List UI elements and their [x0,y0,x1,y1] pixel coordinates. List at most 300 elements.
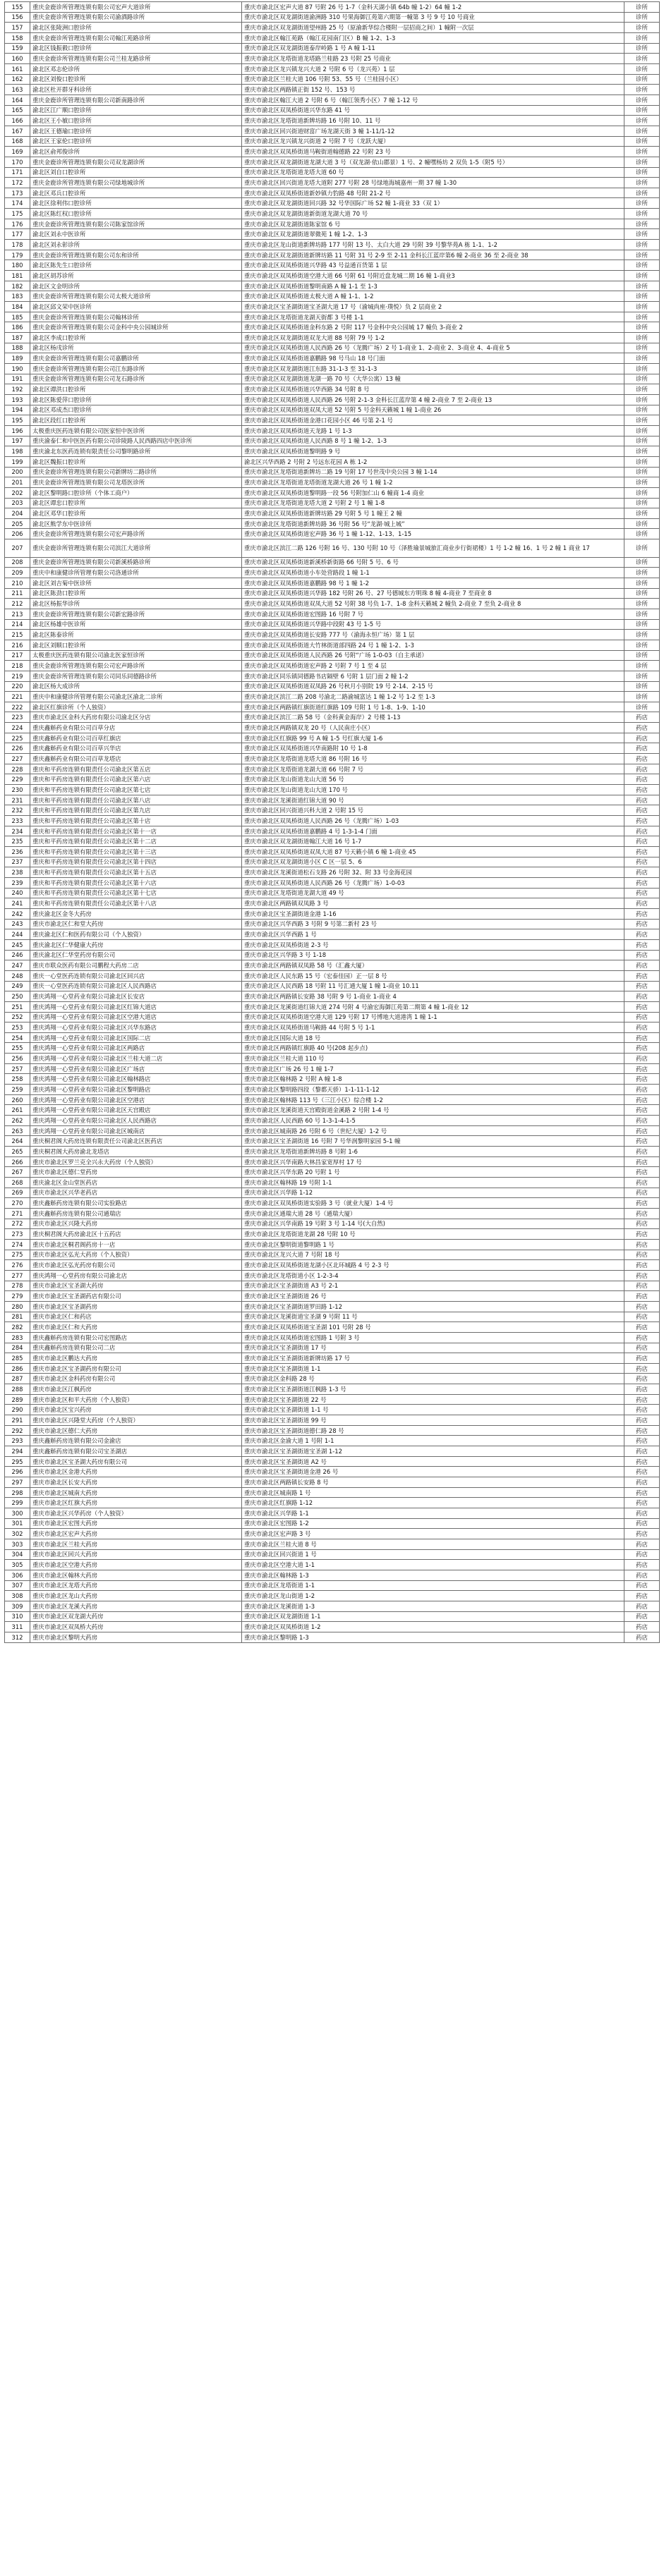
row-number-cell: 275 [5,1250,30,1260]
address-cell: 重庆市渝北区双凤桥街道宏声路 36 号 1 幢 1-12、1-13、1-15 [242,529,624,539]
table-row [5,1415,660,1426]
name-cell: 重庆桐君阁大药房渝北龙塔店 [30,1147,242,1157]
type-cell: 药店 [624,991,660,1002]
address-cell: 重庆市渝北区城南路 26 号附 6 号（世纪大厦）1-2 号 [242,1125,624,1136]
address-cell: 重庆市渝北区双凤桥街道嘉鹏路 98 号马山 18 号门面 [242,353,624,364]
type-cell: 药店 [624,1136,660,1147]
row-number-cell: 198 [5,446,30,457]
type-cell: 药店 [624,1467,660,1477]
address-cell: 重庆市渝北区龙塔街道龙湖天街都 3 号楼 1-1 [242,312,624,322]
address-cell: 重庆市渝北区龙山街道新牌坊路 177 号附 13 号、太白大道 29 号附 39 号黎华苑A 栋 1-1、1-2 [242,240,624,250]
address-cell: 重庆市渝北区龙溪街道天宫殿街道金溪路 2 号附 1-4 号 [242,1105,624,1116]
type-cell: 诊所 [624,650,660,661]
table-row [5,394,660,405]
row-number-cell: 270 [5,1198,30,1209]
table-row [5,1560,660,1570]
address-cell: 重庆市渝北区龙塔街道龙湖大道 66 号附 7 号 [242,764,624,774]
type-cell: 药店 [624,867,660,878]
name-cell: 重庆市渝北区德仁堂药房 [30,1167,242,1178]
address-cell: 重庆市渝北区龙塔街道新牌坊二路 19 号附 17 号世茂中央公园 3 幢 1-14 [242,467,624,477]
type-cell: 诊所 [624,578,660,588]
address-cell: 重庆市渝北区龙塔街道新牌坊路 8 号附 1-6 [242,1147,624,1157]
row-number-cell: 303 [5,1539,30,1549]
row-number-cell: 281 [5,1312,30,1322]
type-cell: 药店 [624,877,660,888]
address-cell: 重庆市渝北区宝圣湖街道 16 号附 7 号华润黎明家园 5-1 幢 [242,1136,624,1147]
type-cell: 药店 [624,1054,660,1064]
address-cell: 重庆市渝北区双龙湖街道双龙大道 88 号附 79 号 1-2 [242,333,624,343]
table-row [5,405,660,415]
type-cell: 诊所 [624,456,660,467]
name-cell: 重庆市渝北区金港大药房 [30,1467,242,1477]
type-cell: 药店 [624,1363,660,1374]
address-cell: 重庆市渝北区宝圣湖街道 17 号 [242,1343,624,1353]
table-row [5,723,660,733]
type-cell: 药店 [624,1312,660,1322]
row-number-cell: 251 [5,1001,30,1012]
address-cell: 重庆市渝北区双凤桥街道人民西路 8 号 1 幢 1-2、1-3 [242,436,624,446]
name-cell: 重庆和平药房连锁有限责任公司渝北区第十六店 [30,877,242,888]
name-cell: 重庆市渝北区宝圣湖大药房 [30,1281,242,1291]
table-row [5,415,660,426]
address-cell: 重庆市渝北区双凤桥街道兴华南路附 10 号 1-8 [242,743,624,754]
row-number-cell: 209 [5,568,30,578]
type-cell: 诊所 [624,12,660,23]
type-cell: 诊所 [624,568,660,578]
name-cell: 渝北区段红口腔诊所 [30,415,242,426]
address-cell: 重庆市渝北区宝圣湖街道江枫路 1-3 号 [242,1384,624,1395]
type-cell: 诊所 [624,219,660,229]
address-cell: 重庆市渝北区翰林路 113 号（三江小区）综合楼 1-2 [242,1094,624,1105]
row-number-cell: 311 [5,1622,30,1632]
type-cell: 诊所 [624,250,660,260]
type-cell: 药店 [624,1394,660,1405]
type-cell: 诊所 [624,167,660,178]
type-cell: 药店 [624,1260,660,1271]
type-cell: 药店 [624,929,660,940]
type-cell: 诊所 [624,619,660,630]
table-row [5,467,660,477]
table-row [5,1436,660,1446]
row-number-cell: 156 [5,12,30,23]
name-cell: 重庆金鹿诊所管理连锁有限公司新南路诊所 [30,94,242,105]
table-row [5,498,660,508]
type-cell: 药店 [624,1301,660,1312]
address-cell: 渝北区兴华西路 2 号附 2 号远东花园 A 栋 1-2 [242,456,624,467]
name-cell: 渝北区邱文荣中医诊所 [30,302,242,312]
name-cell: 重庆和平药房连锁有限责任公司渝北区第十一店 [30,826,242,836]
name-cell: 渝北区李成口腔诊所 [30,333,242,343]
row-number-cell: 212 [5,599,30,609]
name-cell: 渝北区徐利伟口腔诊所 [30,198,242,209]
type-cell: 药店 [624,1156,660,1167]
table-row [5,74,660,85]
table-row [5,743,660,754]
name-cell: 重庆鸿翔一心堂药业有限公司渝北区空港店 [30,1094,242,1105]
row-number-cell: 225 [5,733,30,743]
address-cell: 重庆市渝北区龙溪街道宝圣湖 9 号附 11 号 [242,1312,624,1322]
table-row [5,805,660,816]
table-row [5,322,660,333]
address-cell: 重庆市渝北区两路镇红旗街道红旗路 109 号附 1 号 1-8、1-9、1-10 [242,702,624,712]
type-cell: 药店 [624,847,660,857]
address-cell: 重庆市渝北区双凤桥街道兴华路 182 号附 26 号、27 号德城东方明珠 8 幢 4-商业 7 至商业 8 [242,588,624,599]
table-row [5,1301,660,1312]
row-number-cell: 191 [5,374,30,384]
table-row [5,1105,660,1116]
row-number-cell: 199 [5,456,30,467]
row-number-cell: 271 [5,1208,30,1219]
address-cell: 重庆市渝北区黎明路四段（黎都天骄）1-1-11-1-12 [242,1085,624,1095]
type-cell: 诊所 [624,23,660,33]
row-number-cell: 192 [5,384,30,395]
row-number-cell: 217 [5,650,30,661]
type-cell: 诊所 [624,374,660,384]
address-cell: 重庆市渝北区龙塔街道新牌坊路 16 号附 10、11 号 [242,116,624,126]
name-cell: 重庆市渝北区兴隆大药房 [30,1219,242,1229]
name-cell: 重庆和平药房连锁有限责任公司渝北区第五店 [30,764,242,774]
row-number-cell: 168 [5,136,30,147]
row-number-cell: 297 [5,1477,30,1488]
row-number-cell: 220 [5,681,30,692]
row-number-cell: 237 [5,857,30,867]
name-cell: 渝北区陈爱萍口腔诊所 [30,394,242,405]
table-row [5,950,660,960]
address-cell: 重庆市渝北区宏声大道 87 号附 26 号 1-7（金科天湖小镇 64b 幢 1-2）64 幢 1-2 [242,2,624,13]
address-cell: 重庆市渝北区两路镇双凤路 58 号（汇鑫大厦） [242,960,624,971]
row-number-cell: 240 [5,888,30,898]
type-cell: 药店 [624,1415,660,1426]
row-number-cell: 187 [5,333,30,343]
address-cell: 重庆市渝北区双凤桥街道天龙路 1 号 1-3 [242,425,624,436]
table-row [5,630,660,640]
type-cell: 诊所 [624,333,660,343]
address-cell: 重庆市渝北区兴华东路 20 号附 1 号 [242,1167,624,1178]
row-number-cell: 278 [5,1281,30,1291]
address-cell: 重庆市渝北区双凤桥街道黎明路一段 56 号附加仁山 6 幢商 1-4 商业 [242,487,624,498]
address-cell: 重庆市渝北区双凤桥街道人民西路 26 号附 2-1-3 金科长江蓝岸第 4 幢 2-商业 7 至 2-商业 13 [242,394,624,405]
row-number-cell: 160 [5,54,30,64]
table-row [5,291,660,302]
address-cell: 重庆市渝北区宝圣湖街道宝圣湖 1-12 [242,1446,624,1457]
row-number-cell: 255 [5,1043,30,1054]
address-cell: 重庆市渝北区兰桂大道 8 号 [242,1539,624,1549]
address-cell: 重庆市渝北区兴华路 1-1 [242,1508,624,1519]
table-row [5,1332,660,1343]
table-row [5,63,660,74]
address-cell: 重庆市渝北区龙塔街道龙塔大道 86 号附 16 号 [242,754,624,764]
table-row [5,539,660,558]
name-cell: 重庆鸿翔一心堂药业有限公司渝北区红锦大道店 [30,1001,242,1012]
address-cell: 重庆市渝北区双凤桥街道长安路 777 号（渝海永恒广场）第 1 层 [242,630,624,640]
address-cell: 重庆市渝北区双凤桥街道 1-2 [242,1622,624,1632]
row-number-cell: 215 [5,630,30,640]
type-cell: 药店 [624,1147,660,1157]
type-cell: 药店 [624,795,660,805]
type-cell: 药店 [624,1508,660,1519]
row-number-cell: 162 [5,74,30,85]
address-cell: 重庆市渝北区双凤桥街道双凤路 26 号秋月小别院 19 号 2-14、2-15 号 [242,681,624,692]
name-cell: 渝北区熊学东中医诊所 [30,518,242,529]
table-row [5,94,660,105]
address-cell: 重庆市渝北区黎明路 1-3 [242,1632,624,1642]
name-cell: 重庆一心堂医药连锁有限公司渝北区人民西路店 [30,981,242,991]
name-cell: 重庆渝泰仁和中医医药有限公司诊陵路人民西路四店中医诊所 [30,436,242,446]
table-row [5,188,660,198]
row-number-cell: 304 [5,1549,30,1560]
address-cell: 重庆市渝北区双凤桥街道金港口花园小区 46 号第 2-1 号 [242,415,624,426]
address-cell: 重庆市渝北区双凤桥街道嘉鹏路 98 号 1 幢 1-2 [242,578,624,588]
row-number-cell: 266 [5,1156,30,1167]
name-cell: 重庆渝北区金冬大药房 [30,908,242,919]
row-number-cell: 182 [5,281,30,291]
row-number-cell: 244 [5,929,30,940]
name-cell: 重庆金鹿诊所管理连锁有限公司兰桂龙路诊所 [30,54,242,64]
name-cell: 重庆和平药房连锁有限责任公司渝北区第十店 [30,816,242,826]
name-cell: 重庆市渝北区龙山大药房 [30,1591,242,1601]
row-number-cell: 216 [5,640,30,650]
address-cell: 重庆市渝北区兴华西路 3 号附 9 号第二新村 23 号 [242,919,624,929]
address-cell: 重庆市渝北区双龙湖街道龙湖一路 70 号（大华公寓）13 幢 [242,374,624,384]
row-number-cell: 239 [5,877,30,888]
row-number-cell: 299 [5,1498,30,1508]
row-number-cell: 206 [5,529,30,539]
address-cell: 重庆市渝北区双凤桥街道实验路 3 号（就业大厦）1-4 号 [242,1198,624,1209]
name-cell: 重庆中和康健诊所管理有限公司洛通诊所 [30,568,242,578]
address-cell: 重庆市渝北区宝圣湖街道 A3 号 2-1 [242,1281,624,1291]
address-cell: 重庆市渝北区龙塔街道龙塔街道龙湖大道 26 号 1 幢 1-2 [242,477,624,488]
name-cell: 重庆一心堂医药连锁有限公司渝北区回兴店 [30,970,242,981]
address-cell: 重庆市渝北区双龙湖街道泰岸岭路 1 号 A 幢 1-11 [242,43,624,54]
row-number-cell: 307 [5,1580,30,1591]
address-cell: 重庆市渝北区金渝大道 1 号附 1-1 [242,1436,624,1446]
row-number-cell: 268 [5,1178,30,1188]
address-cell: 重庆市渝北区双凤桥街道 2-3 号 [242,939,624,950]
row-number-cell: 201 [5,477,30,488]
table-row [5,312,660,322]
address-cell: 重庆市渝北区宝圣湖街道宝圣湖大道 17 号（渝城尚座·璞悦）负 2 层商业 2 [242,302,624,312]
row-number-cell: 166 [5,116,30,126]
name-cell: 重庆市渝北区长安大药房 [30,1477,242,1488]
name-cell: 重庆市渝北区宝兴药房 [30,1405,242,1415]
type-cell: 药店 [624,1549,660,1560]
name-cell: 重庆市渝北区兴华老药店 [30,1188,242,1198]
row-number-cell: 293 [5,1436,30,1446]
row-number-cell: 183 [5,291,30,302]
address-cell: 重庆市渝北区双凤桥街道兴华东路 41 号 [242,105,624,116]
type-cell: 药店 [624,1487,660,1498]
listing-table-body [5,2,660,1643]
row-number-cell: 273 [5,1229,30,1240]
row-number-cell: 236 [5,847,30,857]
name-cell: 重庆市渝北区江枫药房 [30,1384,242,1395]
name-cell: 重庆市渝北区宝圣湖药房有限公司 [30,1363,242,1374]
type-cell: 药店 [624,1085,660,1095]
type-cell: 诊所 [624,557,660,568]
type-cell: 药店 [624,1281,660,1291]
name-cell: 重庆金鹿诊所管理连锁有限公司东和诊所 [30,250,242,260]
row-number-cell: 174 [5,198,30,209]
row-number-cell: 169 [5,147,30,157]
name-cell: 重庆金鹿诊所管理连锁有限公司新宏路诊所 [30,609,242,619]
name-cell: 渝北区黎明路口腔诊所（个体工商户） [30,487,242,498]
address-cell: 重庆市渝北区龙塔街道龙湖 28 号附 10 号 [242,1229,624,1240]
address-cell: 重庆市渝北区金科路 28 号 [242,1374,624,1384]
address-cell: 重庆市渝北区双凤桥街道宏声路 2 号附 7 号 1 至 4 层 [242,661,624,671]
table-row [5,1425,660,1436]
row-number-cell: 180 [5,260,30,271]
row-number-cell: 161 [5,63,30,74]
name-cell: 重庆市渝北区兴华药房（个人独资） [30,1508,242,1519]
table-row [5,1239,660,1250]
table-row [5,1477,660,1488]
table-row [5,609,660,619]
address-cell: 重庆市渝北区宝圣湖街道 26 号 [242,1291,624,1302]
row-number-cell: 233 [5,816,30,826]
type-cell: 药店 [624,1208,660,1219]
row-number-cell: 263 [5,1125,30,1136]
table-row [5,384,660,395]
address-cell: 重庆市渝北区通瑞大道 28 号（通瑞大厦） [242,1208,624,1219]
address-cell: 重庆市渝北区双凤桥街道太极大道 A 幢 1-1、1-2 [242,291,624,302]
table-row [5,1032,660,1043]
row-number-cell: 301 [5,1518,30,1529]
address-cell: 重庆市渝北区宝圣湖街道 99 号 [242,1415,624,1426]
type-cell: 药店 [624,1405,660,1415]
name-cell: 重庆鸿翔一心堂药房有限公司渝北店 [30,1270,242,1281]
row-number-cell: 213 [5,609,30,619]
type-cell: 药店 [624,857,660,867]
address-cell: 重庆市渝北区翰林路 1-3 [242,1570,624,1580]
table-row [5,178,660,188]
type-cell: 诊所 [624,63,660,74]
row-number-cell: 229 [5,774,30,785]
type-cell: 诊所 [624,353,660,364]
row-number-cell: 288 [5,1384,30,1395]
type-cell: 诊所 [624,529,660,539]
row-number-cell: 276 [5,1260,30,1271]
address-cell: 重庆市渝北区双凤桥街道人民西路 26 号（龙腾广场）1-03 [242,816,624,826]
table-row [5,661,660,671]
row-number-cell: 177 [5,229,30,240]
name-cell: 重庆金鹿诊所管理连锁有限公司绿地城诊所 [30,178,242,188]
row-number-cell: 235 [5,836,30,847]
name-cell: 渝北区杨雄中医诊所 [30,619,242,630]
name-cell: 渝北区邓成杰口腔诊所 [30,405,242,415]
type-cell: 药店 [624,805,660,816]
row-number-cell: 179 [5,250,30,260]
table-row [5,1580,660,1591]
name-cell: 重庆市渝北区双凤桥大药房 [30,1622,242,1632]
row-number-cell: 173 [5,188,30,198]
name-cell: 重庆市渝北区德仁大药房 [30,1425,242,1436]
address-cell: 重庆市渝北区双凤桥街道大竹林街道部四路 24 号 1 幢 1-2、1-3 [242,640,624,650]
address-cell: 重庆市渝北区翰江苑路（翰江花园南门区）B 幢 1-2、1-3 [242,32,624,43]
type-cell: 诊所 [624,43,660,54]
row-number-cell: 185 [5,312,30,322]
address-cell: 重庆市渝北区双凤桥街道新妙镇力豹路 48 号附 21-2 号 [242,188,624,198]
table-row [5,929,660,940]
type-cell: 药店 [624,1498,660,1508]
table-row [5,857,660,867]
row-number-cell: 254 [5,1032,30,1043]
row-number-cell: 170 [5,157,30,167]
address-cell: 重庆市渝北区宝圣湖街道 1-1 号 [242,1405,624,1415]
address-cell: 重庆市渝北区龙溪街道红锦大道 274 号附 4 号渝宏海御江苑第二期第 4 幢 1-商业 12 [242,1001,624,1012]
address-cell: 重庆市渝北区龙溪街道 1-3 [242,1601,624,1611]
type-cell: 药店 [624,1270,660,1281]
row-number-cell: 164 [5,94,30,105]
address-cell: 重庆市渝北区两路镇双凤路 3 号 [242,898,624,909]
address-cell: 重庆市渝北区龙塔街道 1-1 [242,1580,624,1591]
table-row [5,981,660,991]
type-cell: 诊所 [624,116,660,126]
row-number-cell: 242 [5,908,30,919]
row-number-cell: 243 [5,919,30,929]
name-cell: 重庆桐君阁大药房连锁有限责任公司渝北区医药店 [30,1136,242,1147]
name-cell: 渝北区杜开群牙科诊所 [30,85,242,95]
type-cell: 药店 [624,1063,660,1074]
type-cell: 药店 [624,1580,660,1591]
row-number-cell: 208 [5,557,30,568]
table-row [5,712,660,723]
name-cell: 渝北区陈红权口腔诊所 [30,209,242,219]
type-cell: 药店 [624,1219,660,1229]
table-row [5,1116,660,1126]
type-cell: 药店 [624,1291,660,1302]
table-row [5,136,660,147]
address-cell: 重庆市渝北区龙兴大道 7 号附 18 号 [242,1250,624,1260]
table-row [5,578,660,588]
address-cell: 重庆市渝北区龙山街道 1-2 [242,1591,624,1601]
row-number-cell: 194 [5,405,30,415]
type-cell: 药店 [624,1188,660,1198]
row-number-cell: 189 [5,353,30,364]
name-cell: 渝北区刘吉菊中医诊所 [30,578,242,588]
type-cell: 诊所 [624,415,660,426]
name-cell: 重庆市渝北区兴隆堂大药房（个人独资） [30,1415,242,1426]
name-cell: 重庆市渝北区空港大药房 [30,1560,242,1570]
row-number-cell: 165 [5,105,30,116]
name-cell: 渝北区刘自口腔诊所 [30,167,242,178]
row-number-cell: 195 [5,415,30,426]
name-cell: 重庆金鹿诊所管理连锁有限公司宏声大道诊所 [30,2,242,13]
table-row [5,477,660,488]
table-row [5,456,660,467]
address-cell: 重庆市渝北区双凤桥街道宏图路 1 号附 3 号 [242,1332,624,1343]
name-cell: 渝北区张陵洲口腔诊所 [30,23,242,33]
table-row [5,1198,660,1209]
name-cell: 重庆鸿翔一心堂药业有限公司渝北区空港大道店 [30,1012,242,1023]
type-cell: 药店 [624,1477,660,1488]
address-cell: 重庆市渝北区兴华路 3 号 1-18 [242,950,624,960]
name-cell: 重庆市渝北区弘光药房有限公司 [30,1260,242,1271]
address-cell: 重庆市渝北区宝圣湖街道 A2 号 [242,1456,624,1467]
table-row [5,1467,660,1477]
address-cell: 重庆市渝北区双凤桥街道人民西路 26 号（龙腾广场）1-0-03 [242,877,624,888]
address-cell: 重庆市渝北区龙山街道龙山大道 170 号 [242,785,624,795]
table-row [5,343,660,353]
name-cell: 渝北区胡苏诊所 [30,271,242,281]
name-cell: 重庆和平药房连锁有限责任公司渝北区第七店 [30,785,242,795]
row-number-cell: 305 [5,1560,30,1570]
row-number-cell: 280 [5,1301,30,1312]
name-cell: 渝北区钱振毅口腔诊所 [30,43,242,54]
name-cell: 重庆市渝北区仁和药店 [30,1312,242,1322]
type-cell: 药店 [624,1622,660,1632]
name-cell: 重庆鸿翔一心堂药业有限公司渝北区人民西路店 [30,1116,242,1126]
type-cell: 诊所 [624,394,660,405]
